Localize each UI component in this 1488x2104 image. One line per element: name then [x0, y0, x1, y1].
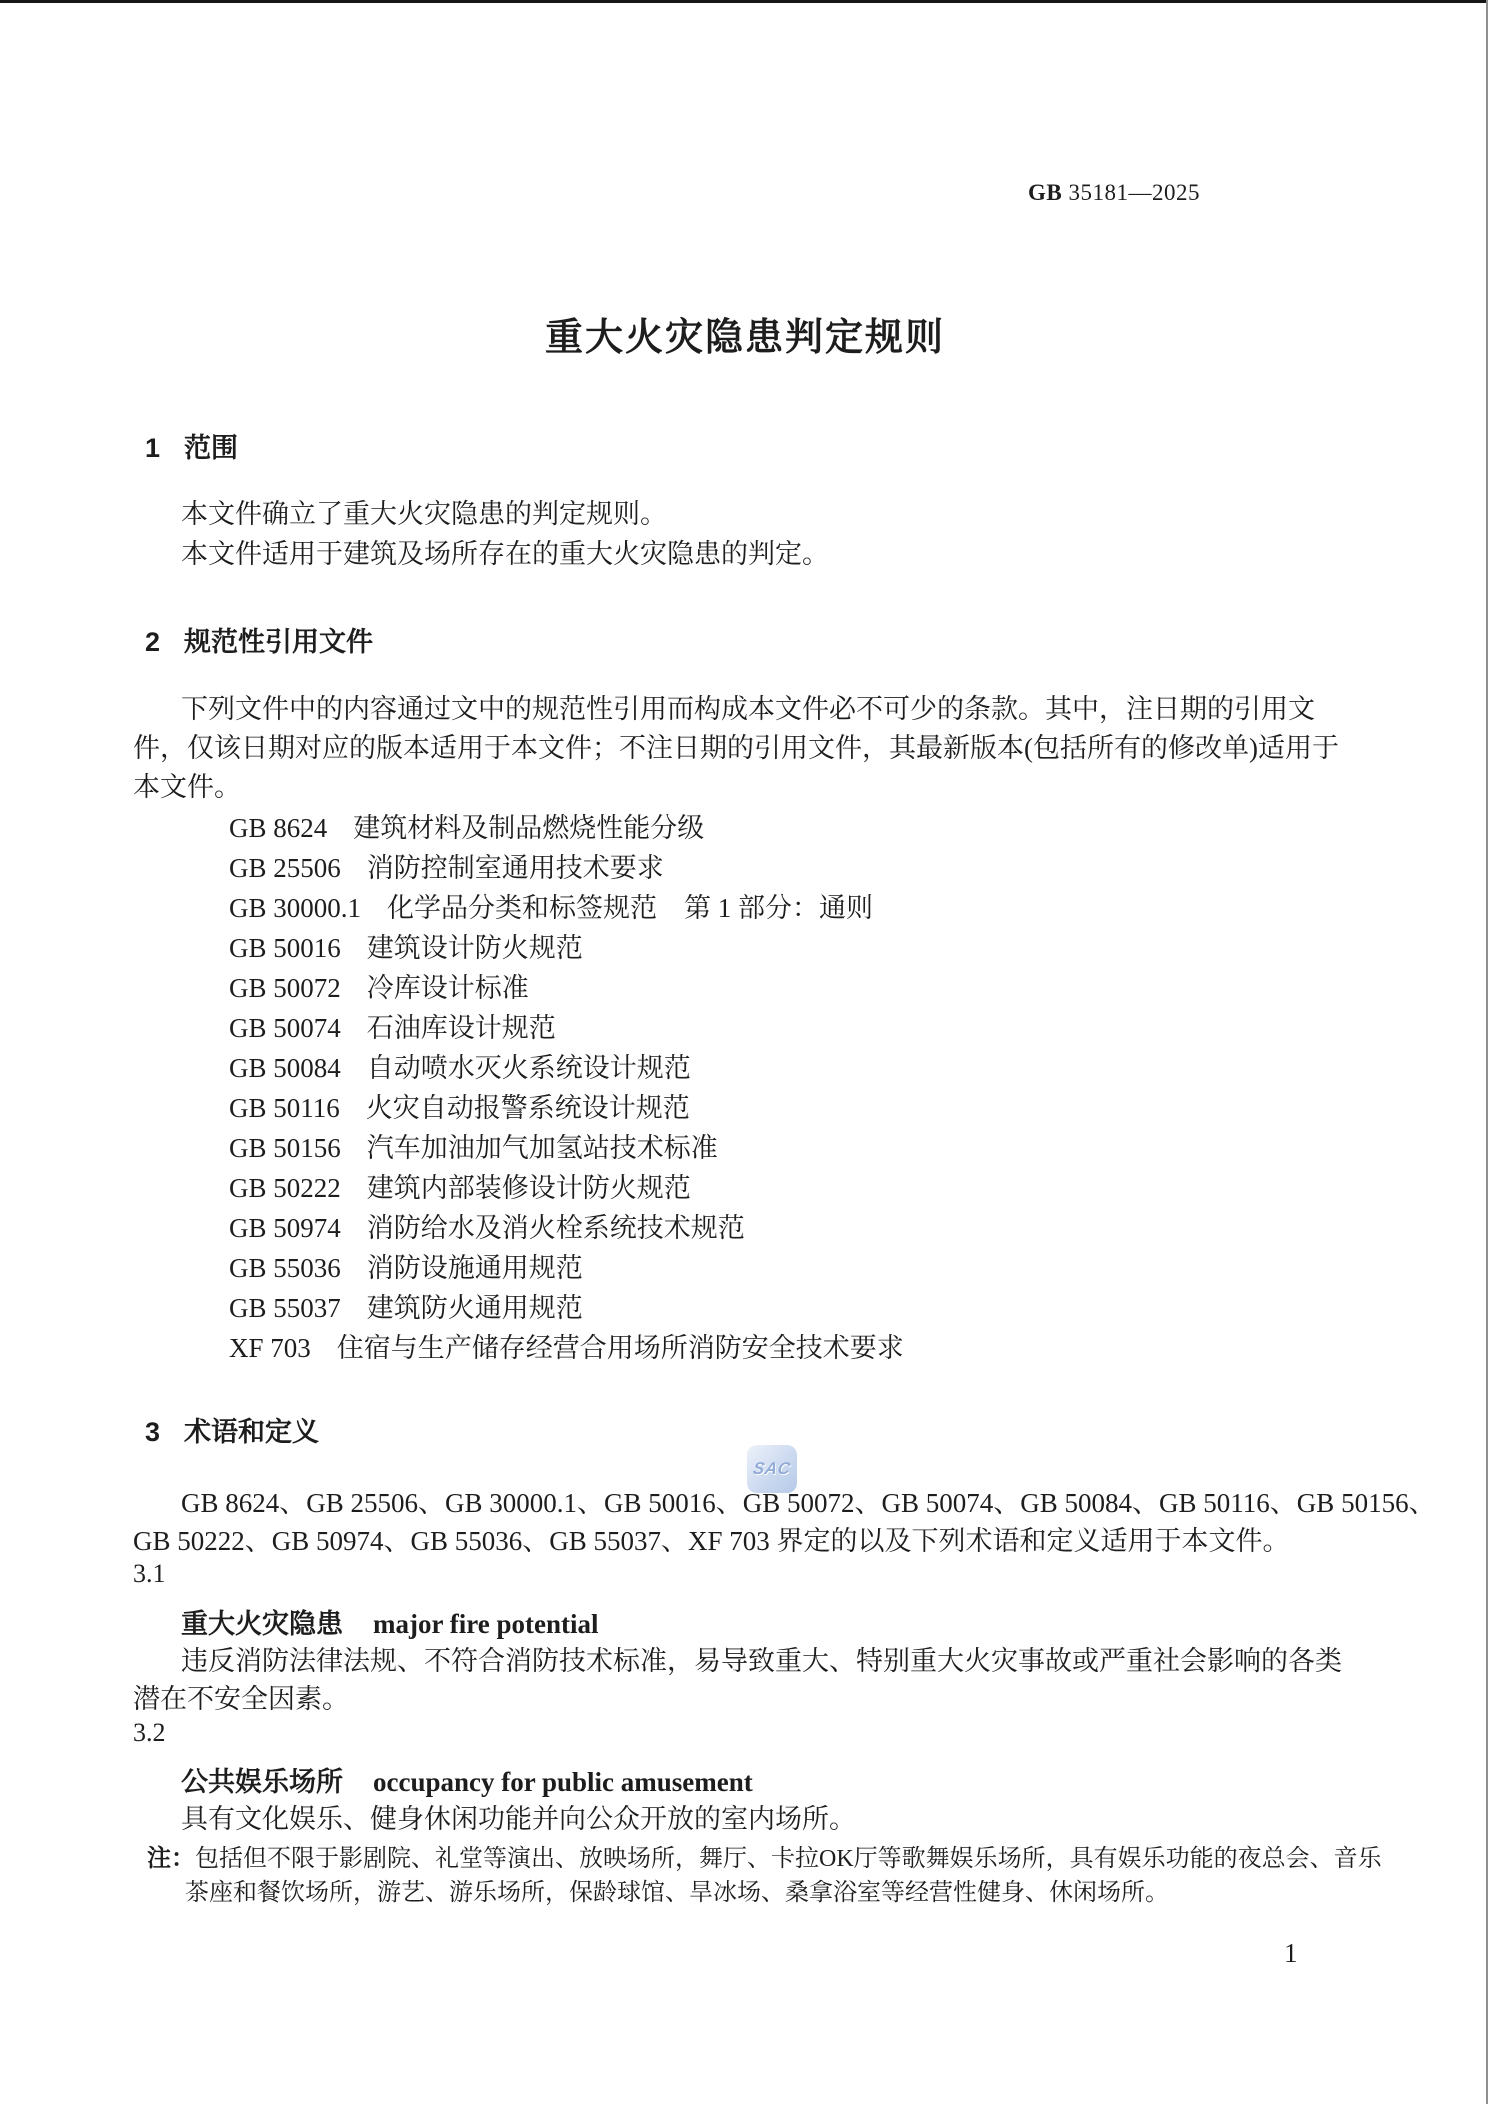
term-3-2-title	[181, 1760, 753, 1799]
reference-code: GB 50084	[229, 1053, 341, 1083]
sac-watermark-text: SAC	[751, 1459, 793, 1478]
section-2-title: 规范性引用文件	[184, 627, 374, 657]
section-3-title: 术语和定义	[184, 1417, 320, 1447]
paragraph-line: 下列文件中的内容通过文中的规范性引用而构成本文件必不可少的条款。其中，注日期的引用文	[181, 694, 1315, 724]
reference-item	[133, 968, 1357, 1008]
normative-references-list	[133, 808, 1357, 1368]
reference-code: GB 50222	[229, 1173, 341, 1203]
term-3-2-chinese: 公共娱乐场所	[181, 1767, 343, 1797]
reference-title: 消防设施通用规范	[366, 1253, 583, 1283]
reference-title: 自动喷水灭火系统设计规范	[366, 1053, 691, 1083]
reference-title: 建筑设计防火规范	[366, 933, 583, 963]
reference-item	[133, 928, 1357, 968]
section-1-number: 1	[145, 433, 161, 463]
reference-title: 化学品分类和标签规范 第 1 部分：通则	[387, 893, 874, 923]
reference-title: 消防控制室通用技术要求	[366, 853, 664, 883]
term-3-2-english: occupancy for public amusement	[373, 1767, 753, 1797]
reference-title: 建筑内部装修设计防火规范	[366, 1173, 691, 1203]
definition-line: 违反消防法律法规、不符合消防技术标准，易导致重大、特别重大火灾事故或严重社会影响的各类	[181, 1646, 1342, 1676]
section-1-body	[133, 494, 1357, 574]
standard-code-number: 35181—2025	[1062, 180, 1200, 205]
section-3-number: 3	[145, 1417, 161, 1447]
reference-code: GB 50974	[229, 1213, 341, 1243]
term-3-2-number: 3.2	[133, 1718, 166, 1747]
term-3-1-chinese: 重大火灾隐患	[181, 1609, 343, 1639]
term-3-2-note	[147, 1842, 1382, 1910]
reference-item	[133, 1008, 1357, 1048]
term-3-1-number: 3.1	[133, 1559, 166, 1588]
section-1-heading	[145, 426, 1357, 465]
note-text: 包括但不限于影剧院、礼堂等演出、放映场所，舞厅、卡拉OK厅等歌舞娱乐场所，具有娱乐功能的夜总会、音乐	[195, 1846, 1382, 1872]
reference-code: GB 30000.1	[229, 893, 362, 923]
reference-code: GB 25506	[229, 853, 341, 883]
reference-title: 冷库设计标准	[366, 973, 529, 1003]
reference-title: 石油库设计规范	[366, 1013, 556, 1043]
section-3-heading	[145, 1410, 1357, 1449]
paragraph-line: 本文件。	[133, 772, 241, 802]
reference-title: 建筑材料及制品燃烧性能分级	[353, 813, 705, 843]
reference-code: XF 703	[229, 1333, 311, 1363]
reference-item	[133, 1288, 1357, 1328]
reference-item	[133, 1128, 1357, 1168]
reference-code: GB 55037	[229, 1293, 341, 1323]
reference-item	[133, 1088, 1357, 1128]
paragraph-line: GB 50222、GB 50974、GB 55036、GB 55037、XF 703 界定的以及下列术语和定义适用于本文件。	[133, 1526, 1290, 1556]
reference-item	[133, 808, 1357, 848]
reference-title: 火灾自动报警系统设计规范	[365, 1093, 690, 1123]
reference-item	[133, 888, 1357, 928]
paragraph-line: 本文件适用于建筑及场所存在的重大火灾隐患的判定。	[181, 539, 829, 569]
paragraph-line: 本文件确立了重大火灾隐患的判定规则。	[181, 499, 667, 529]
note-line	[147, 1842, 1382, 1876]
definition-line: 潜在不安全因素。	[133, 1684, 349, 1714]
reference-item	[133, 1168, 1357, 1208]
reference-title: 建筑防火通用规范	[366, 1293, 583, 1323]
section-1-title: 范围	[184, 433, 239, 463]
reference-title: 住宿与生产储存经营合用场所消防安全技术要求	[336, 1333, 904, 1363]
section-3-intro	[133, 1484, 1436, 1560]
standard-code	[1028, 180, 1200, 206]
reference-item	[133, 1208, 1357, 1248]
document-title: 重大火灾隐患判定规则	[544, 317, 945, 359]
term-3-2-definition	[133, 1800, 1357, 1838]
note-label: 注：	[147, 1845, 195, 1872]
reference-title: 汽车加油加气加氢站技术标准	[366, 1133, 718, 1163]
reference-item	[133, 1048, 1357, 1088]
reference-code: GB 50072	[229, 973, 341, 1003]
definition-line: 具有文化娱乐、健身休闲功能并向公众开放的室内场所。	[181, 1804, 856, 1834]
paragraph-line: GB 8624、GB 25506、GB 30000.1、GB 50016、GB 50072、GB 50074、GB 50084、GB 50116、GB 50156、	[181, 1488, 1436, 1518]
standard-code-prefix: GB	[1028, 180, 1063, 205]
section-2-number: 2	[145, 627, 161, 657]
term-3-1-english: major fire potential	[373, 1609, 599, 1639]
reference-code: GB 50116	[229, 1093, 340, 1123]
section-2-heading	[145, 620, 1357, 659]
reference-item	[133, 848, 1357, 888]
paragraph-line: 件，仅该日期对应的版本适用于本文件；不注日期的引用文件，其最新版本(包括所有的修改单)适用于	[133, 733, 1339, 763]
reference-code: GB 50156	[229, 1133, 341, 1163]
reference-item	[133, 1248, 1357, 1288]
page-number: 1	[1284, 1938, 1298, 1968]
section-2-intro	[133, 690, 1357, 807]
reference-code: GB 8624	[229, 813, 328, 843]
reference-code: GB 55036	[229, 1253, 341, 1283]
reference-code: GB 50016	[229, 933, 341, 963]
reference-title: 消防给水及消火栓系统技术规范	[366, 1213, 745, 1243]
term-3-1-title	[181, 1602, 598, 1641]
note-line: 茶座和餐饮场所，游艺、游乐场所，保龄球馆、旱冰场、桑拿浴室等经营性健身、休闲场所。	[185, 1880, 1169, 1906]
term-3-1-definition	[133, 1642, 1357, 1718]
reference-item	[133, 1328, 1357, 1368]
page-top-edge	[0, 0, 1488, 3]
reference-code: GB 50074	[229, 1013, 341, 1043]
